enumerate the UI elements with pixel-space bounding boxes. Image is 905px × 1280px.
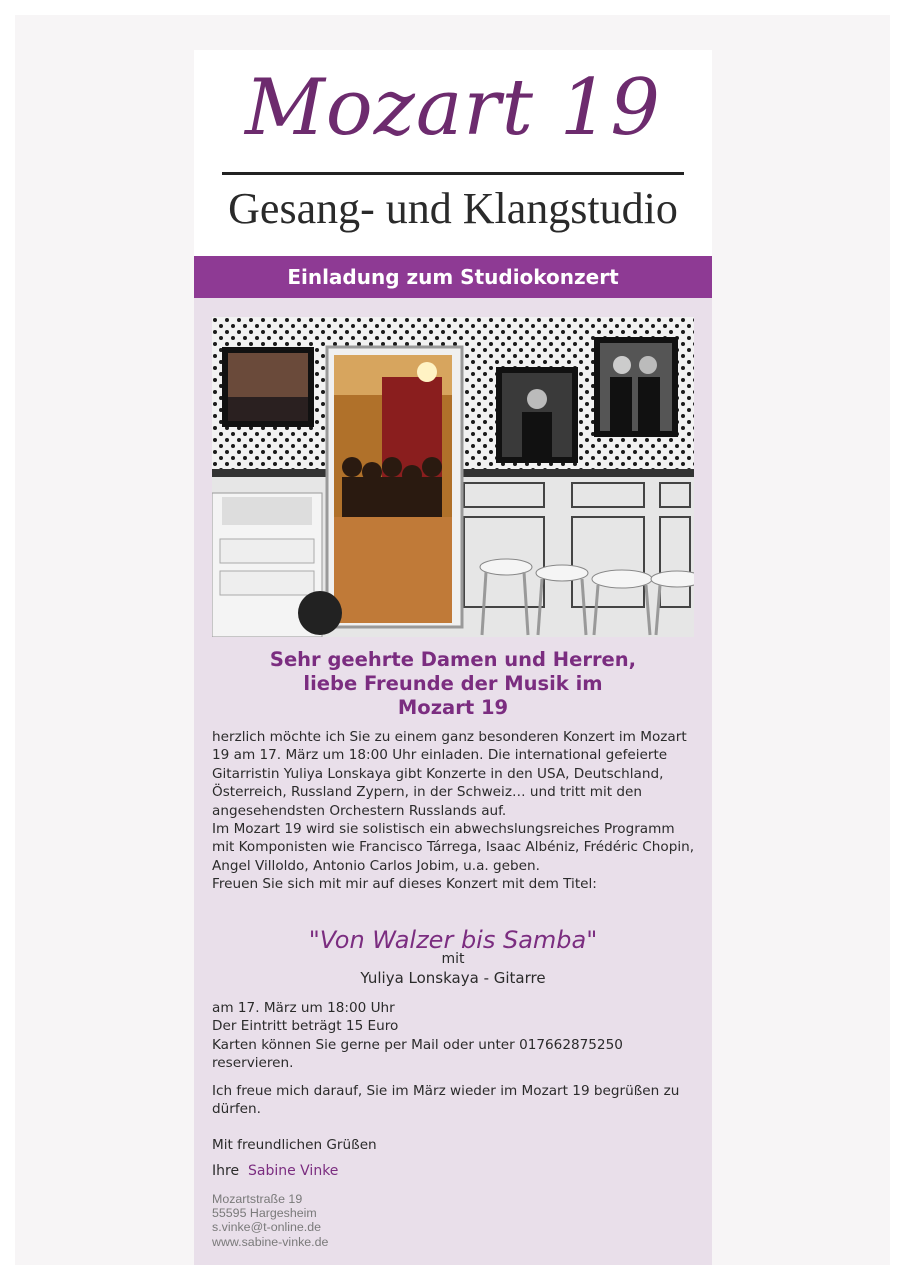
intro-paragraph bbox=[212, 728, 697, 894]
address-website: www.sabine-vinke.de bbox=[212, 1234, 329, 1249]
logo-subtitle: Gesang- und Klangstudio bbox=[228, 184, 678, 233]
concert-details bbox=[212, 999, 697, 1073]
heading-line-1: Sehr geehrte Damen und Herren, bbox=[269, 648, 637, 671]
concert-title: "Von Walzer bis Samba" bbox=[308, 926, 598, 954]
intro-line: Im Mozart 19 wird sie solistisch ein abwechslungsreiches Programm bbox=[212, 821, 675, 838]
concert-performer: Yuliya Lonskaya - Gitarre bbox=[360, 969, 546, 987]
intro-line: Angel Villoldo, Antonio Carlos Jobim, u.a. geben. bbox=[212, 857, 540, 874]
intro-line: angesehendsten Orchestern Russlands auf. bbox=[212, 802, 507, 819]
greeting-text: Mit freundlichen Grüßen bbox=[212, 1137, 377, 1153]
intro-line: Österreich, Russland Zypern, in der Schweiz… und tritt mit den bbox=[212, 784, 643, 801]
invitation-banner: Einladung zum Studiokonzert bbox=[194, 256, 712, 298]
closing-line: dürfen. bbox=[212, 1101, 261, 1118]
address-city: 55595 Hargesheim bbox=[212, 1206, 317, 1221]
detail-line: Der Eintritt beträgt 15 Euro bbox=[212, 1018, 399, 1035]
address-email: s.vinke@t-online.de bbox=[212, 1220, 322, 1235]
intro-line: mit Komponisten wie Francisco Tárrega, Isaac Albéniz, Frédéric Chopin, bbox=[212, 839, 695, 856]
studio-photo bbox=[212, 317, 694, 637]
signature-name: Sabine Vinke bbox=[247, 1163, 339, 1179]
address-block bbox=[212, 1192, 512, 1249]
address-street: Mozartstraße 19 bbox=[212, 1192, 303, 1206]
signature-prefix: Ihre bbox=[212, 1163, 240, 1179]
detail-line: am 17. März um 18:00 Uhr bbox=[212, 1000, 395, 1016]
signature bbox=[212, 1162, 697, 1180]
logo-script-text: Mozart 19 bbox=[244, 63, 662, 153]
closing-line: Ich freue mich darauf, Sie im März wieder im Mozart 19 begrüßen zu bbox=[212, 1083, 680, 1099]
logo-divider bbox=[222, 172, 684, 175]
greeting-heading bbox=[194, 648, 712, 720]
invitation-sheet bbox=[194, 50, 712, 1265]
intro-line: 19 am 17. März um 18:00 Uhr einladen. Die international gefeierte bbox=[212, 747, 668, 764]
detail-line: reservieren. bbox=[212, 1055, 294, 1072]
detail-line: Karten können Sie gerne per Mail oder unter 017662875250 bbox=[212, 1036, 623, 1053]
concert-with: mit bbox=[441, 951, 465, 967]
heading-line-3: Mozart 19 bbox=[397, 696, 509, 719]
logo bbox=[194, 50, 712, 256]
heading-line-2: liebe Freunde der Musik im bbox=[303, 672, 603, 695]
closing-paragraph bbox=[212, 1082, 697, 1119]
intro-line: Gitarristin Yuliya Lonskaya gibt Konzerte in den USA, Deutschland, bbox=[212, 765, 664, 782]
intro-line: herzlich möchte ich Sie zu einem ganz besonderen Konzert im Mozart bbox=[212, 729, 687, 745]
intro-line: Freuen Sie sich mit mir auf dieses Konzert mit dem Titel: bbox=[212, 876, 597, 893]
